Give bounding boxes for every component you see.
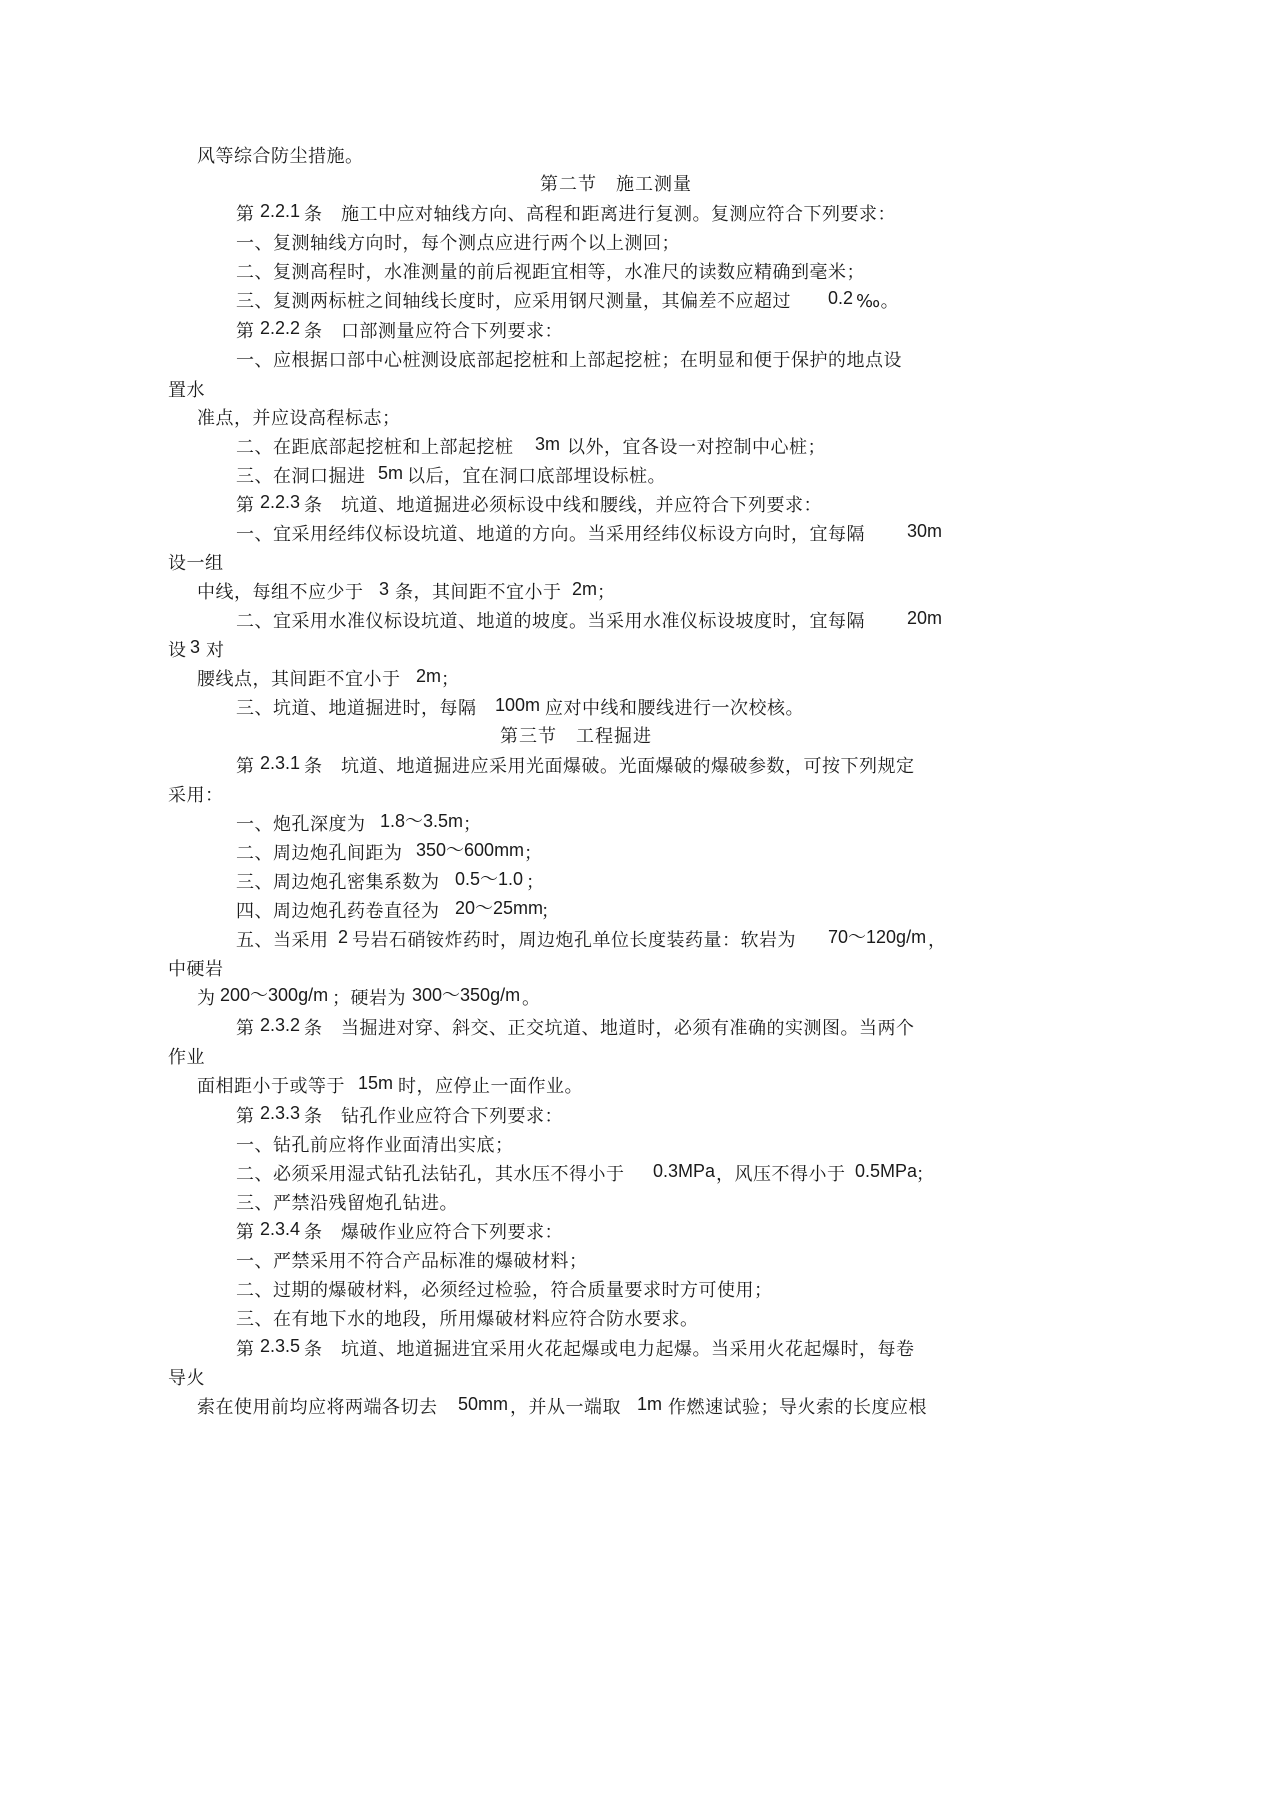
text-line: 作业: [168, 1047, 205, 1068]
text-line: 以后，宜在洞口底部埋设标桩。: [407, 466, 666, 487]
text-line: 中线，每组不应少于: [197, 582, 364, 603]
text-line: ；: [463, 814, 482, 835]
numeric-value: 70～120g/m: [828, 927, 927, 947]
text-line: 二、宜采用水准仪标设坑道、地道的坡度。当采用水准仪标设坡度时，宜每隔: [236, 611, 865, 632]
clause-text: 条 当掘进对穿、斜交、正交坑道、地道时，必须有准确的实测图。当两个: [304, 1018, 915, 1039]
numeric-value: 5m: [378, 463, 404, 483]
text-line: 设: [168, 640, 187, 661]
clause-prefix: 第: [236, 756, 255, 777]
text-line: 一、炮孔深度为: [236, 814, 366, 835]
numeric-value: 0.3MPa: [653, 1161, 716, 1181]
text-line: 应对中线和腰线进行一次校核。: [545, 698, 804, 719]
text-line: 三、周边炮孔密集系数为: [236, 872, 440, 893]
clause-number: 2.2.3: [260, 492, 301, 512]
text-line: 索在使用前均应将两端各切去: [197, 1397, 438, 1418]
text-line: 。: [522, 988, 541, 1009]
numeric-value: 20m: [907, 608, 943, 628]
clause-text: 条 坑道、地道掘进必须标设中线和腰线，并应符合下列要求：: [304, 495, 822, 516]
clause-prefix: 第: [236, 1018, 255, 1039]
text-line: 风等综合防尘措施。: [197, 146, 364, 167]
text-line: ，并从一端取: [510, 1397, 621, 1418]
text-line: 一、应根据口部中心桩测设底部起挖桩和上部起挖桩；在明显和便于保护的地点设: [236, 350, 902, 371]
clause-text: 条 钻孔作业应符合下列要求：: [304, 1106, 563, 1127]
text-line: ；: [541, 901, 560, 922]
numeric-value: 2: [338, 927, 349, 947]
text-line: ，: [928, 930, 947, 951]
clause-prefix: 第: [236, 495, 255, 516]
numeric-value: 3: [190, 637, 201, 657]
numeric-value: 100m: [495, 695, 541, 715]
numeric-value: 350～600mm: [416, 840, 525, 860]
text-line: 号岩石硝铵炸药时，周边炮孔单位长度装药量：软岩为: [352, 930, 796, 951]
clause-prefix: 第: [236, 321, 255, 342]
numeric-value: 15m: [358, 1073, 394, 1093]
numeric-value: 300～350g/m: [412, 985, 521, 1005]
clause-number: 2.3.5: [260, 1336, 301, 1356]
text-line: ；: [526, 872, 545, 893]
text-line: ；: [441, 669, 460, 690]
text-line: 二、过期的爆破材料，必须经过检验，符合质量要求时方可使用；: [236, 1280, 773, 1301]
clause-text: 条 爆破作业应符合下列要求：: [304, 1222, 563, 1243]
text-line: 时，应停止一面作业。: [398, 1076, 583, 1097]
text-line: 一、宜采用经纬仪标设坑道、地道的方向。当采用经纬仪标设方向时，宜每隔: [236, 524, 865, 545]
text-line: 腰线点，其间距不宜小于: [197, 669, 401, 690]
numeric-value: 0.5～1.0: [455, 869, 524, 889]
text-line: 三、严禁沿残留炮孔钻进。: [236, 1193, 458, 1214]
text-line: ‰。: [856, 291, 900, 312]
clause-prefix: 第: [236, 1222, 255, 1243]
section-heading: 第三节 工程掘进: [500, 726, 652, 747]
text-line: 作燃速试验；导火索的长度应根: [668, 1397, 927, 1418]
text-line: 为: [197, 988, 216, 1009]
text-line: ，风压不得小于: [716, 1164, 846, 1185]
clause-prefix: 第: [236, 204, 255, 225]
clause-prefix: 第: [236, 1339, 255, 1360]
clause-number: 2.3.3: [260, 1103, 301, 1123]
text-line: 条，其间距不宜小于: [395, 582, 562, 603]
text-line: 中硬岩: [168, 959, 224, 980]
text-line: 面相距小于或等于: [197, 1076, 345, 1097]
text-line: 以外，宜各设一对控制中心桩；: [567, 437, 826, 458]
text-line: 导火: [168, 1368, 205, 1389]
text-line: ；: [916, 1164, 935, 1185]
clause-number: 2.3.2: [260, 1015, 301, 1035]
section-heading: 第二节 施工测量: [540, 174, 692, 195]
clause-number: 2.2.2: [260, 318, 301, 338]
text-line: 二、必须采用湿式钻孔法钻孔，其水压不得小于: [236, 1164, 625, 1185]
text-line: 一、复测轴线方向时，每个测点应进行两个以上测回；: [236, 233, 680, 254]
text-line: 二、在距底部起挖桩和上部起挖桩: [236, 437, 514, 458]
numeric-value: 0.5MPa: [855, 1161, 918, 1181]
text-line: ；: [524, 843, 543, 864]
clause-text: 条 口部测量应符合下列要求：: [304, 321, 563, 342]
numeric-value: 50mm: [458, 1394, 509, 1414]
text-line: 二、复测高程时，水准测量的前后视距宜相等，水准尺的读数应精确到毫米；: [236, 262, 865, 283]
numeric-value: 2m: [416, 666, 442, 686]
clause-text: 条 坑道、地道掘进宜采用火花起爆或电力起爆。当采用火花起爆时，每卷: [304, 1339, 915, 1360]
clause-number: 2.3.1: [260, 753, 301, 773]
text-line: 三、在洞口掘进: [236, 466, 366, 487]
text-line: 一、严禁采用不符合产品标准的爆破材料；: [236, 1251, 588, 1272]
text-line: 三、坑道、地道掘进时，每隔: [236, 698, 477, 719]
text-line: 四、周边炮孔药卷直径为: [236, 901, 440, 922]
text-line: 三、复测两标桩之间轴线长度时，应采用钢尺测量，其偏差不应超过: [236, 291, 791, 312]
clause-prefix: 第: [236, 1106, 255, 1127]
numeric-value: 0.2: [828, 288, 854, 308]
numeric-value: 2m: [572, 579, 598, 599]
numeric-value: 3: [379, 579, 390, 599]
numeric-value: 30m: [907, 521, 943, 541]
text-line: 采用：: [168, 785, 224, 806]
text-line: 置水: [168, 380, 205, 401]
text-line: 对: [206, 640, 225, 661]
clause-number: 2.3.4: [260, 1219, 301, 1239]
text-line: 三、在有地下水的地段，所用爆破材料应符合防水要求。: [236, 1309, 699, 1330]
clause-number: 2.2.1: [260, 201, 301, 221]
numeric-value: 200～300g/m: [220, 985, 329, 1005]
numeric-value: 1m: [637, 1394, 663, 1414]
text-line: 设一组: [168, 553, 224, 574]
text-line: 二、周边炮孔间距为: [236, 843, 403, 864]
text-line: ；: [597, 582, 616, 603]
clause-text: 条 施工中应对轴线方向、高程和距离进行复测。复测应符合下列要求：: [304, 204, 896, 225]
text-line: 准点，并应设高程标志；: [197, 408, 401, 429]
numeric-value: 1.8～3.5m: [380, 811, 464, 831]
numeric-value: 20～25mm: [455, 898, 544, 918]
text-line: ；硬岩为: [332, 988, 406, 1009]
numeric-value: 3m: [535, 434, 561, 454]
text-line: 五、当采用: [236, 930, 329, 951]
clause-text: 条 坑道、地道掘进应采用光面爆破。光面爆破的爆破参数，可按下列规定: [304, 756, 915, 777]
text-line: 一、钻孔前应将作业面清出实底；: [236, 1135, 514, 1156]
